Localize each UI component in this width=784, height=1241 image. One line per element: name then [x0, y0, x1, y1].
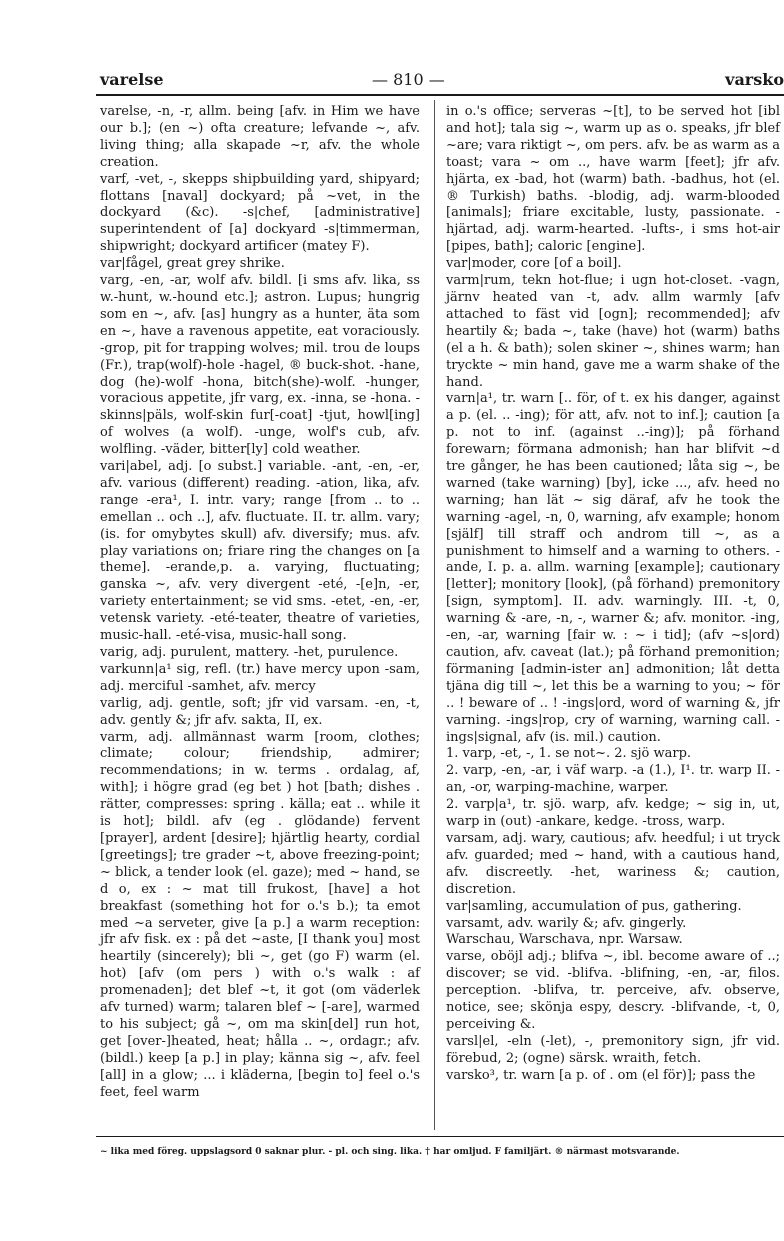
dictionary-entry: varm|rum, tekn hot-flue; i ugn hot-closet. -vagn, järnv heated van -t, adv. allm warmly [afv attached to fäst vid [ogn]; recommended]; afv heartily &; bada ~, take (have) hot (warm) baths (el a h. & bath); solen skiner ~, shines warm; han tryckte ~ min hand, gave me a warm shake of the hand.	[446, 273, 780, 390]
dictionary-entry: var|samling, accumulation of pus, gathering.	[446, 898, 742, 914]
header-rule	[96, 94, 784, 96]
dictionary-entry: 2. varp|a¹, tr. sjö. warp, afv. kedge; ~ sig in, ut, warp in (out) -ankare, kedge. -tross, warp.	[446, 797, 780, 830]
header-page-number: — 810 —	[372, 70, 445, 89]
dictionary-entry: varkunn|a¹ sig, refl. (tr.) have mercy upon -sam, adj. merciful -samhet, afv. mercy	[100, 661, 420, 694]
dictionary-entry: in o.'s office; serveras ~[t], to be served hot [ibl and hot]; tala sig ~, warm up as o. speaks, jfr blef ~are; vara riktigt ~, om pers. afv. be as warm as a toast; vara ~ om .., have warm [feet]; jfr afv. hjärta, ex -bad, hot (warm) bath. -badhus, hot (el. ® Turkish) baths. -blodig, adj. warm-blooded [animals]; friare excitable, lusty, passionate. -hjärtad, adj. warm-hearted. -lufts-, i sms hot-air [pipes, bath]; caloric [engine].	[446, 104, 780, 255]
dictionary-entry: varsko³, tr. warn [a p. of . om (el för)]; pass the	[446, 1067, 756, 1083]
left-column	[100, 104, 420, 1101]
dictionary-entry: varsamt, adv. warily &; afv. gingerly.	[446, 915, 687, 931]
dictionary-entry: varg, -en, -ar, wolf afv. bildl. [i sms afv. lika, ss w.-hunt, w.-hound etc.]; astron. Lupus; hungrig som en ~, afv. [as] hungry as a hunter, äta som en ~, have a ravenous appetite, eat voraciously. -grop, pit for trapping wolves; mil. trou de loups (Fr.), trap(wolf)-hole -hagel, ® buck-shot. -hane, dog (he)-wolf -hona, bitch(she)-wolf. -hunger, voracious appetite, jfr varg, ex. -inna, se -hona. -skinns|päls, wolf-skin fur[-coat] -tjut, howl[ing] of wolves (a wolf). -unge, wolf's cub, afv. wolfling. -väder, bitter[ly] cold weather.	[100, 273, 420, 458]
dictionary-entry: var|fågel, great grey shrike.	[100, 256, 285, 272]
dictionary-entry: varig, adj. purulent, mattery. -het, purulence.	[100, 645, 399, 660]
dictionary-entry: vari|abel, adj. [o subst.] variable. -ant, -en, -er, afv. various (different) reading. -ation, lika, afv. range -era¹, I. intr. vary; range [from .. to .. emellan .. och ..], afv. fluctuate. II. tr. allm. vary; (is. for omybytes skull) afv. diversify; mus. afv. play variations on; friare ring the changes on [a theme]. -erande,p. a. varying, fluctuating; ganska ~, afv. very divergent -eté, -[e]n, -er, variety entertainment; se vid sms. -etet, -en, -er, vetensk variety. -eté-teater, theatre of varieties, music-hall. -eté-visa, music-hall song.	[100, 459, 420, 644]
right-column	[446, 104, 780, 1085]
header-right-guide-word: varsko	[725, 70, 784, 89]
dictionary-entry: varf, -vet, -, skepps shipbuilding yard, shipyard; flottans [naval] dockyard; på ~vet, in the dockyard (&c). -s|chef, [administrative] superintendent of [a] dockyard -s|timmerman, shipwright; dockyard artificer (matey F).	[100, 171, 420, 255]
dictionary-entry: Warschau, Warschava, npr. Warsaw.	[446, 932, 683, 948]
abbreviation-footnote: ~ lika med föreg. uppslagsord 0 saknar plur. - pl. och sing. lika. † har omljud. F familjärt. ® närmast motsvarande.	[100, 1147, 680, 1157]
column-divider	[434, 100, 435, 1130]
dictionary-entry: varse, oböjl adj.; blifva ~, ibl. become aware of ..; discover; se vid. -blifva. -blifning, -en, -ar, filos. perception. -blifva, tr. perceive, afv. observe, notice, see; skönja espy, descry. -blifvande, -t, 0, perceiving &.	[446, 949, 780, 1032]
page-header	[100, 70, 784, 92]
header-left-guide-word: varelse	[100, 70, 164, 89]
dictionary-entry: varm, adj. allmännast warm [room, clothes; climate; colour; friendship, admirer; recommendations; in w. terms . ordalag, af, with]; i högre grad (eg bet ) hot [bath; dishes . rätter, compresses: spring . källa; eat .. while it is hot]; bildl. afv (eg . glödande) fervent [prayer], ardent [desire]; hjärtlig hearty, cordial [greetings]; tre grader ~t, above freezing-point; ~ blick, a tender look (el. gaze); med ~ hand, se d o, ex : ~ mat till frukost, [have] a hot breakfast (something hot for o.'s b.); ta emot med ~a serveter, give [a p.] a warm reception: jfr afv fisk. ex : på det ~aste, [I thank you] most heartily (sincerely); bli ~, get (go F) warm (el. hot) [afv (om pers ) with o.'s walk : af promenaden]; det blef ~t, it got (om väderlek afv turned) warm; talaren blef ~ [-are], warmed to his subject; gå ~, om ma skin[del] run hot, get [over-]heated, heat; hålla .. ~, ordagr.; afv. (bildl.) keep [a p.] in play; känna sig ~, afv. feel [all] in a glow; ... i kläderna, [begin to] feel o.'s feet, feel warm	[100, 729, 420, 1100]
dictionary-entry: varelse, -n, -r, allm. being [afv. in Him we have our b.]; (en ~) ofta creature; lefvande ~, afv. living thing; alla skapade ~r, afv. the whole creation.	[100, 104, 420, 170]
dictionary-entry: 1. varp, -et, -, 1. se not~. 2. sjö warp.	[446, 746, 692, 762]
dictionary-entry: varn|a¹, tr. warn [.. för, of t. ex his danger, against a p. (el. .. -ing); för att, afv. not to inf.]; caution [a p. not to inf. (against ..-ing)]; på förhand forewarn; förmana admonish; han har blifvit ~d tre gånger, he has been cautioned; låta sig ~, be warned (take warning) [by], icke ..., afv. heed no warning; han lät ~ sig däraf, afv he took the warning -agel, -n, 0, warning, afv example; honom [själf] till straff och androm till ~, as a punishment to himself and a warning to others. -ande, I. p. a. allm. warning [example]; cautionary [letter]; monitory [look], (på förhand) premonitory [sign, symptom]. II. adv. warningly. III. -t, 0, warning & -are, -n, -, warner &; afv. monitor. -ing, -en, -ar, warning [fair w. : ~ i tid]; (afv ~s|ord) caution, afv. caveat (lat.); på förhand premonition; förmaning [admin-ister an] admonition; låt detta tjäna dig till ~, let this be a warning to you; ~ för .. ! beware of .. ! -ings|ord, word of warning &, jfr varning. -ings|rop, cry of warning, warning call. -ings|signal, afv (is. mil.) caution.	[446, 391, 780, 745]
dictionary-entry: 2. varp, -en, -ar, i väf warp. -a (1.), I¹. tr. warp II. -an, -or, warping-machine, warper.	[446, 763, 780, 796]
dictionary-entry: varsl|el, -eln (-let), -, premonitory sign, jfr vid. förebud, 2; (ogne) särsk. wraith, fetch.	[446, 1033, 780, 1066]
dictionary-entry: varsam, adj. wary, cautious; afv. heedful; i ut tryck afv. guarded; med ~ hand, with a cautious hand, afv. discreetly. -het, wariness &; caution, discretion.	[446, 830, 780, 897]
footnote-rule	[96, 1136, 784, 1137]
dictionary-entry: var|moder, core [of a boil].	[446, 256, 622, 272]
dictionary-entry: varlig, adj. gentle, soft; jfr vid varsam. -en, -t, adv. gently &; jfr afv. sakta, II, ex.	[100, 695, 420, 728]
